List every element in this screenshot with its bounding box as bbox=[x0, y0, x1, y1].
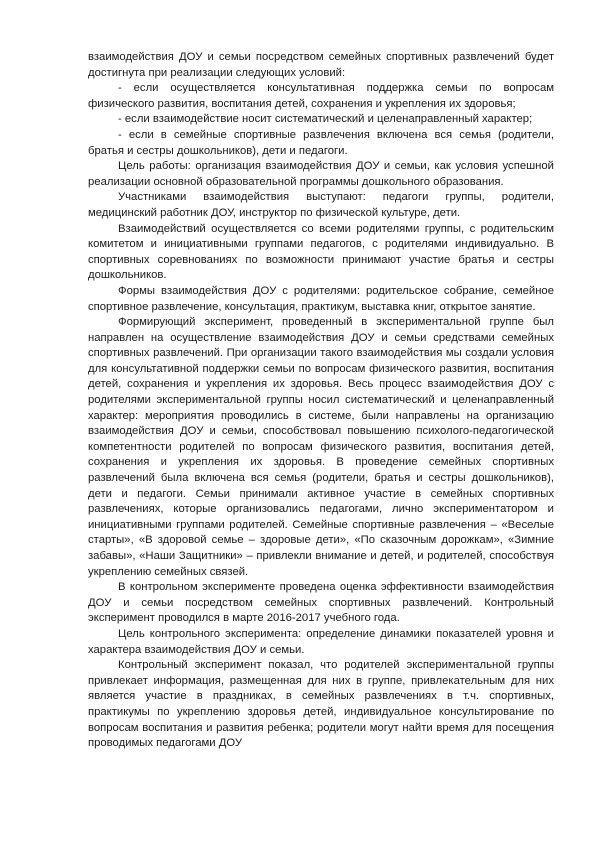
paragraph: взаимодействия ДОУ и семьи посредством семейных спортивных развлечений будет достигнута при реализации следующих условий: bbox=[88, 51, 554, 79]
paragraph: - если взаимодействие носит систематический и целенаправленный характер; bbox=[118, 113, 533, 126]
paragraph: Формы взаимодействия ДОУ с родителями: родительское собрание, семейное спортивное развлечение, консультация, практикум, выставка книг, открытое занятие. bbox=[88, 284, 554, 313]
paragraph: В контрольном эксперименте проведена оценка эффективности взаимодействия ДОУ и семьи посредством семейных спортивных развлечений. Контрольный эксперимент проводился в марте 2016-2017 учебного года. bbox=[88, 581, 554, 625]
paragraph: Цель контрольного эксперимента: определение динамики показателей уровня и характера взаимодействия ДОУ и семьи. bbox=[88, 627, 554, 656]
paragraph: - если в семейные спортивные развлечения включена вся семья (родители, братья и сестры дошкольников), дети и педагоги. bbox=[88, 128, 554, 157]
document-page bbox=[88, 50, 554, 752]
paragraph: - если осуществляется консультативная поддержка семьи по вопросам физического развития, воспитания детей, сохранения и укрепления их здоровья; bbox=[88, 82, 554, 110]
paragraph: Формирующий эксперимент, проведенный в экспериментальной группе был направлен на осуществление взаимодействия ДОУ и семьи средствами семейных спортивных развлечений. При организации такого взаимодействия мы создали условия для консультативной поддержки семьи по вопросам физического развития, воспитания детей, сохранения и укрепления их здоровья. Весь процесс взаимодействия ДОУ с родителями экспериментальной группы носил систематический и целенаправленный характер: мероприятия проводились в системе, были направлены на организацию взаимодействия ДОУ и семьи, способствовал повышению психолого-педагогической компетентности родителей по вопросам физического развития, воспитания детей, сохранения и укрепления их здоровья. В проведение семейных спортивных развлечений была включена вся семья (родители, братья и сестры дошкольников), дети и педагоги. Семьи принимали активное участие в семейных спортивных развлечениях, которые организовались педагогами, лично экспериментатором и инициативными группами родителей. Семейные спортивные развлечения – «Веселые старты», «В здоровой семье – здоровые дети», «По сказочным дорожкам», «Зимние забавы», «Наши Защитники» – привлекли внимание и детей, и родителей, способствуя укреплению семейных связей. bbox=[88, 316, 554, 578]
paragraph: Взаимодействий осуществляется со всеми родителями группы, с родительским комитетом и инициативными группами педагогов, с родителями индивидуально. В спортивных соревнованиях по возможности принимают участие братья и сестры дошкольников. bbox=[88, 222, 554, 282]
paragraph: Участниками взаимодействия выступают: педагоги группы, родители, медицинский работник ДОУ, инструктор по физической культуре, дети. bbox=[88, 191, 554, 219]
paragraph: Контрольный эксперимент показал, что родителей экспериментальной группы привлекает информация, размещенная для них в группе, привлекательным для них является участие в праздниках, в семейных развлечениях в т.ч. спортивных, практикумы по укреплению здоровья детей, индивидуальное консультирование по вопросам воспитания и развития ребенка; родители могут найти время для посещения проводимых педагогами ДОУ bbox=[88, 659, 554, 750]
paragraph: Цель работы: организация взаимодействия ДОУ и семьи, как условия успешной реализации основной образовательной программы дошкольного образования. bbox=[88, 160, 554, 188]
